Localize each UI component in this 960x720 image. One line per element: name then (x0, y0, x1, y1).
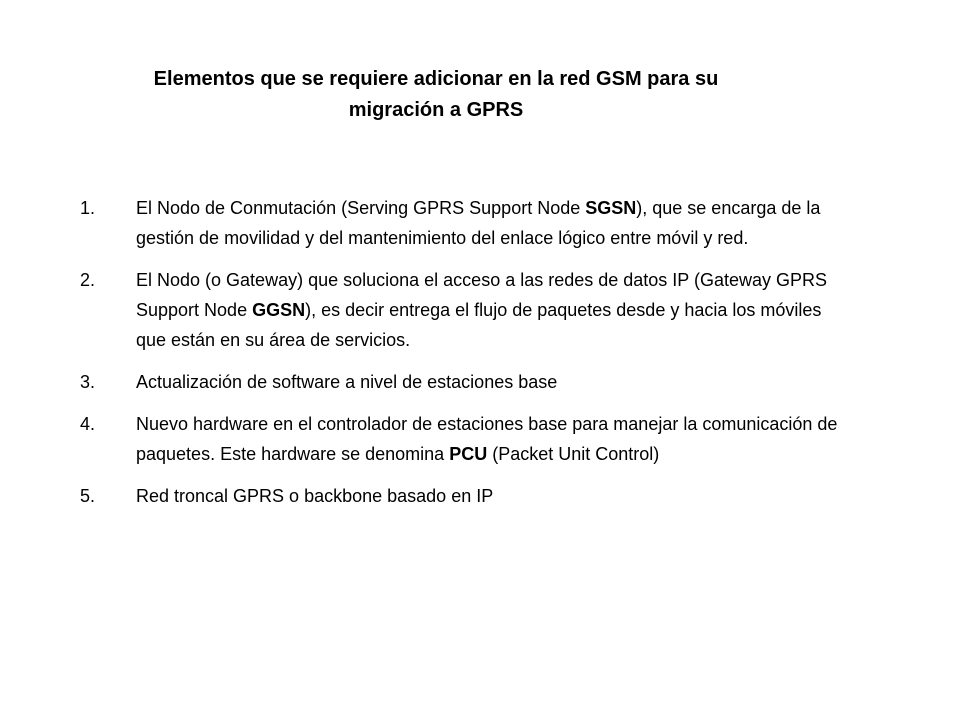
list-item-number: 5. (80, 486, 96, 506)
list-item (80, 367, 840, 397)
acronym-ggsn: GGSN (252, 300, 306, 320)
list-item-text-part: El Nodo (o Gateway) que soluciona el acceso a las redes de datos IP (Gateway GPRS Support Node (136, 270, 828, 320)
list-item (80, 481, 840, 511)
list-item (80, 193, 840, 253)
acronym-sgsn: SGSN (585, 198, 637, 218)
list-item-text-part: ), es decir entrega el flujo de paquetes desde y hacia los móviles que están en su área de servicios. (136, 300, 822, 350)
list-item-text (136, 193, 840, 253)
list-item-text (136, 409, 840, 469)
slide-title (88, 64, 784, 126)
list-item-text (136, 367, 840, 397)
slide-title-line-1: Elementos que se requiere adicionar en la red GSM para su (153, 68, 719, 90)
list-item-text-part: (Packet Unit Control) (487, 444, 660, 464)
list-item-text-part: Actualización de software a nivel de estaciones base (136, 372, 558, 392)
requirements-list (80, 193, 840, 523)
list-item-text-part: Red troncal GPRS o backbone basado en IP (136, 486, 494, 506)
list-item (80, 265, 840, 355)
list-item-number: 2. (80, 270, 96, 290)
slide-title-line-2: migración a GPRS (348, 99, 524, 121)
list-item-number: 3. (80, 372, 96, 392)
list-item-text (136, 265, 840, 355)
list-item-number: 1. (80, 198, 96, 218)
list-item (80, 409, 840, 469)
list-item-text (136, 481, 840, 511)
list-item-text-part: El Nodo de Conmutación (Serving GPRS Support Node (136, 198, 586, 218)
list-item-text-part: ), que se encarga de la gestión de movilidad y del mantenimiento del enlace lógico entre móvil y red. (136, 198, 821, 248)
list-item-number: 4. (80, 414, 96, 434)
list-item-text-part: Nuevo hardware en el controlador de estaciones base para manejar la comunicación de paquetes. Este hardware se denomina (136, 414, 838, 464)
acronym-pcu: PCU (449, 444, 488, 464)
